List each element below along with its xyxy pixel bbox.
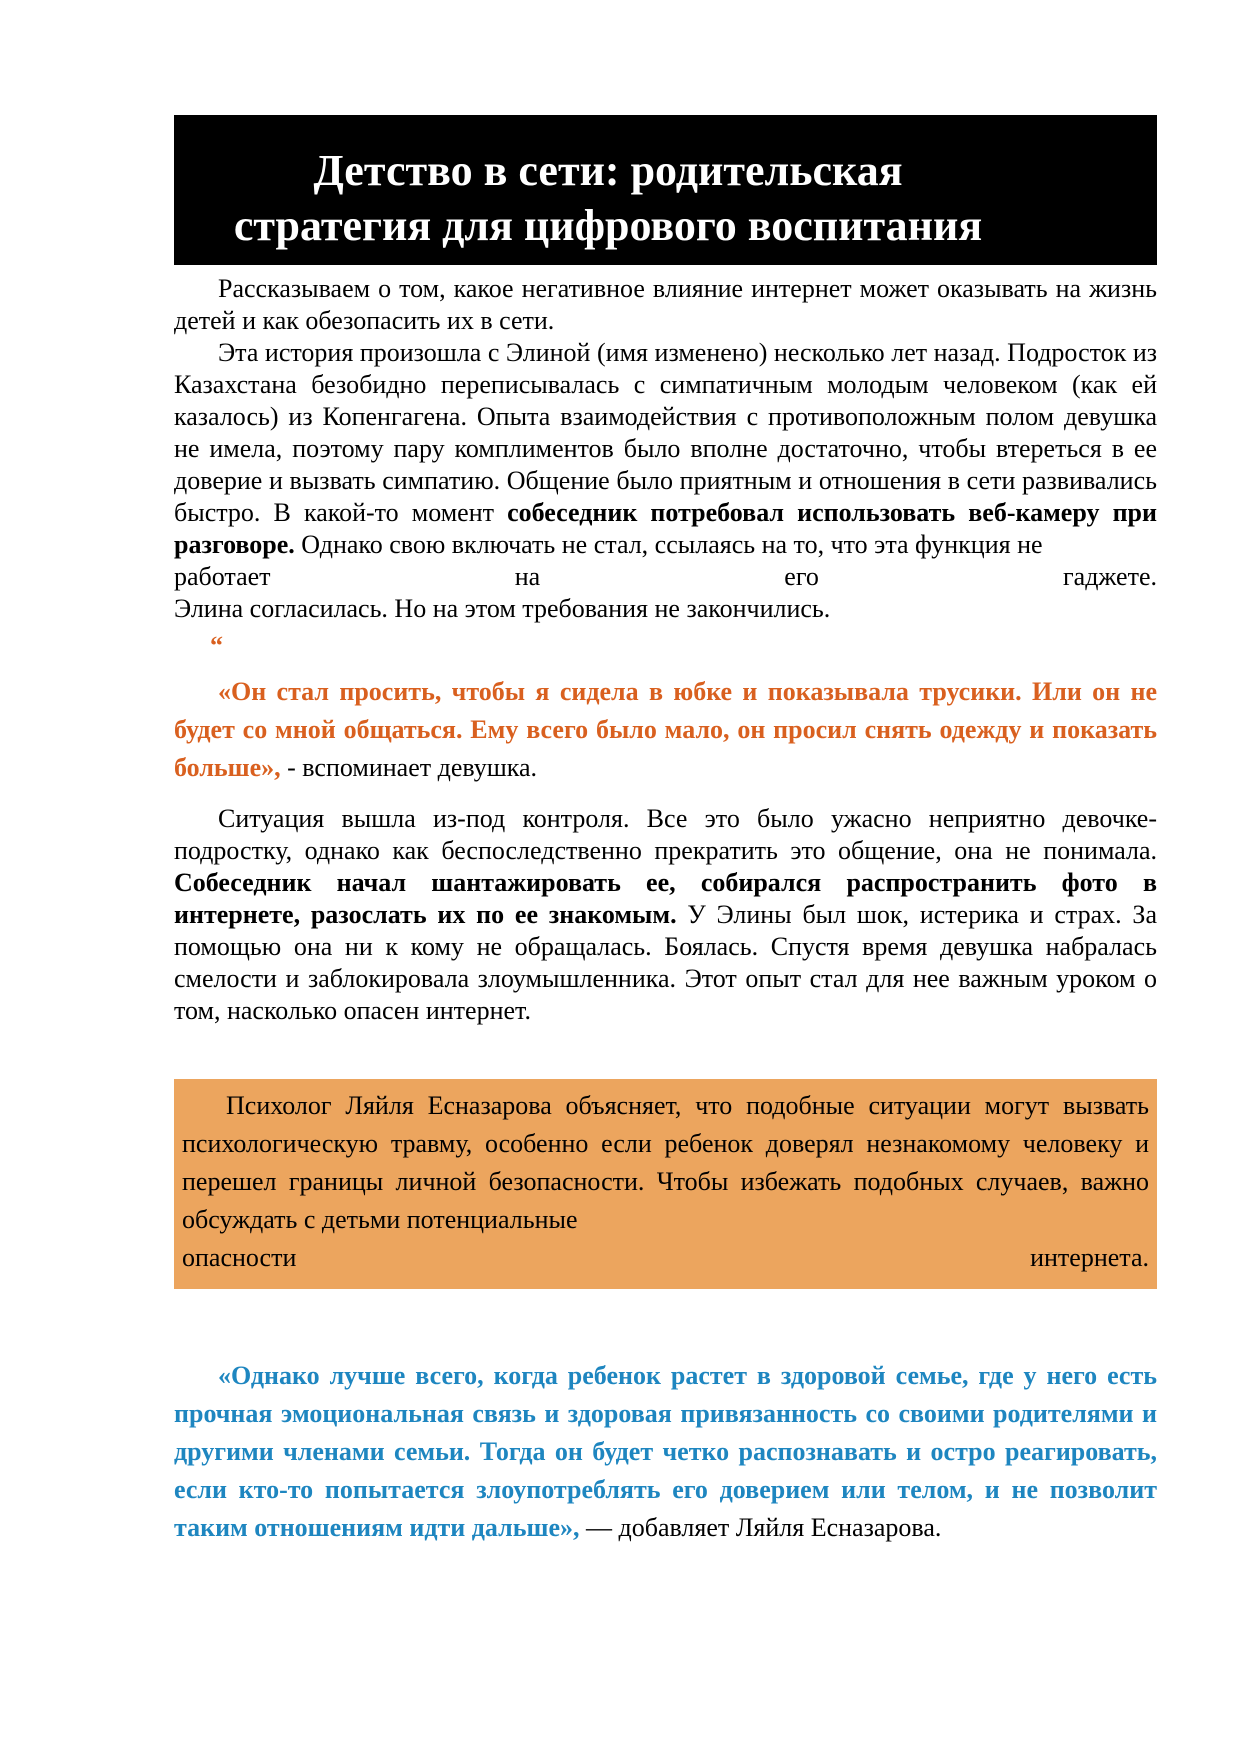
- victim-quote-text: «Он стал просить, чтобы я сидела в юбке и показывала трусики. Или он не будет со мной общаться. Ему всего было мало, он просил снять одежду и показать больше»,: [174, 677, 1157, 782]
- expert-quote-paragraph: [174, 1357, 1157, 1547]
- story-paragraph: [174, 337, 1157, 561]
- story-final-line: Элина согласилась. Но на этом требования не закончились.: [174, 594, 831, 623]
- situation-text-bold: Собеседник начал шантажировать ее, собирался распространить фото в интернете, разослать их по ее знакомым.: [174, 868, 1157, 929]
- expert-quote-attribution: — добавляет Ляйля Есназарова.: [579, 1513, 942, 1542]
- document-content-column: [174, 115, 1157, 1547]
- document-title-line2: стратегия для цифрового воспитания: [233, 201, 983, 250]
- psychologist-highlight-block: [174, 1079, 1157, 1289]
- psychologist-block-last-line: опасности интернета.: [182, 1243, 1149, 1272]
- opening-quote-icon: “: [210, 631, 223, 660]
- intro-text: Рассказываем о том, какое негативное влияние интернет может оказывать на жизнь детей и как обезопасить их в сети.: [174, 274, 1157, 335]
- psychologist-block-text: Психолог Ляйля Есназарова объясняет, что подобные ситуации могут вызвать психологическую травму, особенно если ребенок доверял незнакомому человеку и перешел границы личной безопасности. Чтобы избежать подобных случаев, важно обсуждать с детьми потенциальные: [182, 1091, 1149, 1234]
- victim-quote-attribution: - вспоминает девушка.: [280, 753, 538, 782]
- story-text-normal: Эта история произошла с Элиной (имя изменено) несколько лет назад. Подросток из Казахстана безобидно переписывалась с симпатичным молодым человеком (как ей казалось) из Копенгагена. Опыта взаимодействия с противоположным полом девушка не имела, поэтому пару комплиментов было вполне достаточно, чтобы втереться в ее доверие и вызвать симпатию. Общение было приятным и отношения в сети развивались быстро. В какой-то момент: [174, 338, 1157, 527]
- situation-paragraph: [174, 803, 1157, 1027]
- expert-quote-text: «Однако лучше всего, когда ребенок растет в здоровой семье, где у него есть прочная эмоциональная связь и здоровая привязанность со своими родителями и другими членами семьи. Тогда он будет четко распознавать и остро реагировать, если кто-то попытается злоупотреблять его доверием или телом, и не позволит таким отношениям идти дальше»,: [174, 1361, 1157, 1542]
- story-text-normal-2: Однако свою включать не стал, ссылаясь на то, что эта функция не: [294, 530, 1043, 559]
- situation-text-normal-2: У Элины был шок, истерика и страх. За помощью она ни к кому не обращалась. Боялась. Спустя время девушка набралась смелости и заблокировала злоумышленника. Этот опыт стал для нее важным уроком о том, насколько опасен интернет.: [174, 900, 1157, 1025]
- document-title-line1: Детство в сети: родительская: [313, 146, 903, 195]
- story-text-bold: собеседник потребовал использовать веб-камеру при разговоре.: [174, 498, 1157, 559]
- victim-quote-paragraph: [174, 673, 1157, 787]
- situation-text-normal: Ситуация вышла из-под контроля. Все это было ужасно неприятно девочке-подростку, однако как беспоследственно прекратить это общение, она не понимала.: [174, 804, 1157, 865]
- story-stretched-line: работает на его гаджете.: [174, 562, 1157, 591]
- title-banner: [174, 115, 1157, 265]
- intro-paragraph: [174, 273, 1157, 337]
